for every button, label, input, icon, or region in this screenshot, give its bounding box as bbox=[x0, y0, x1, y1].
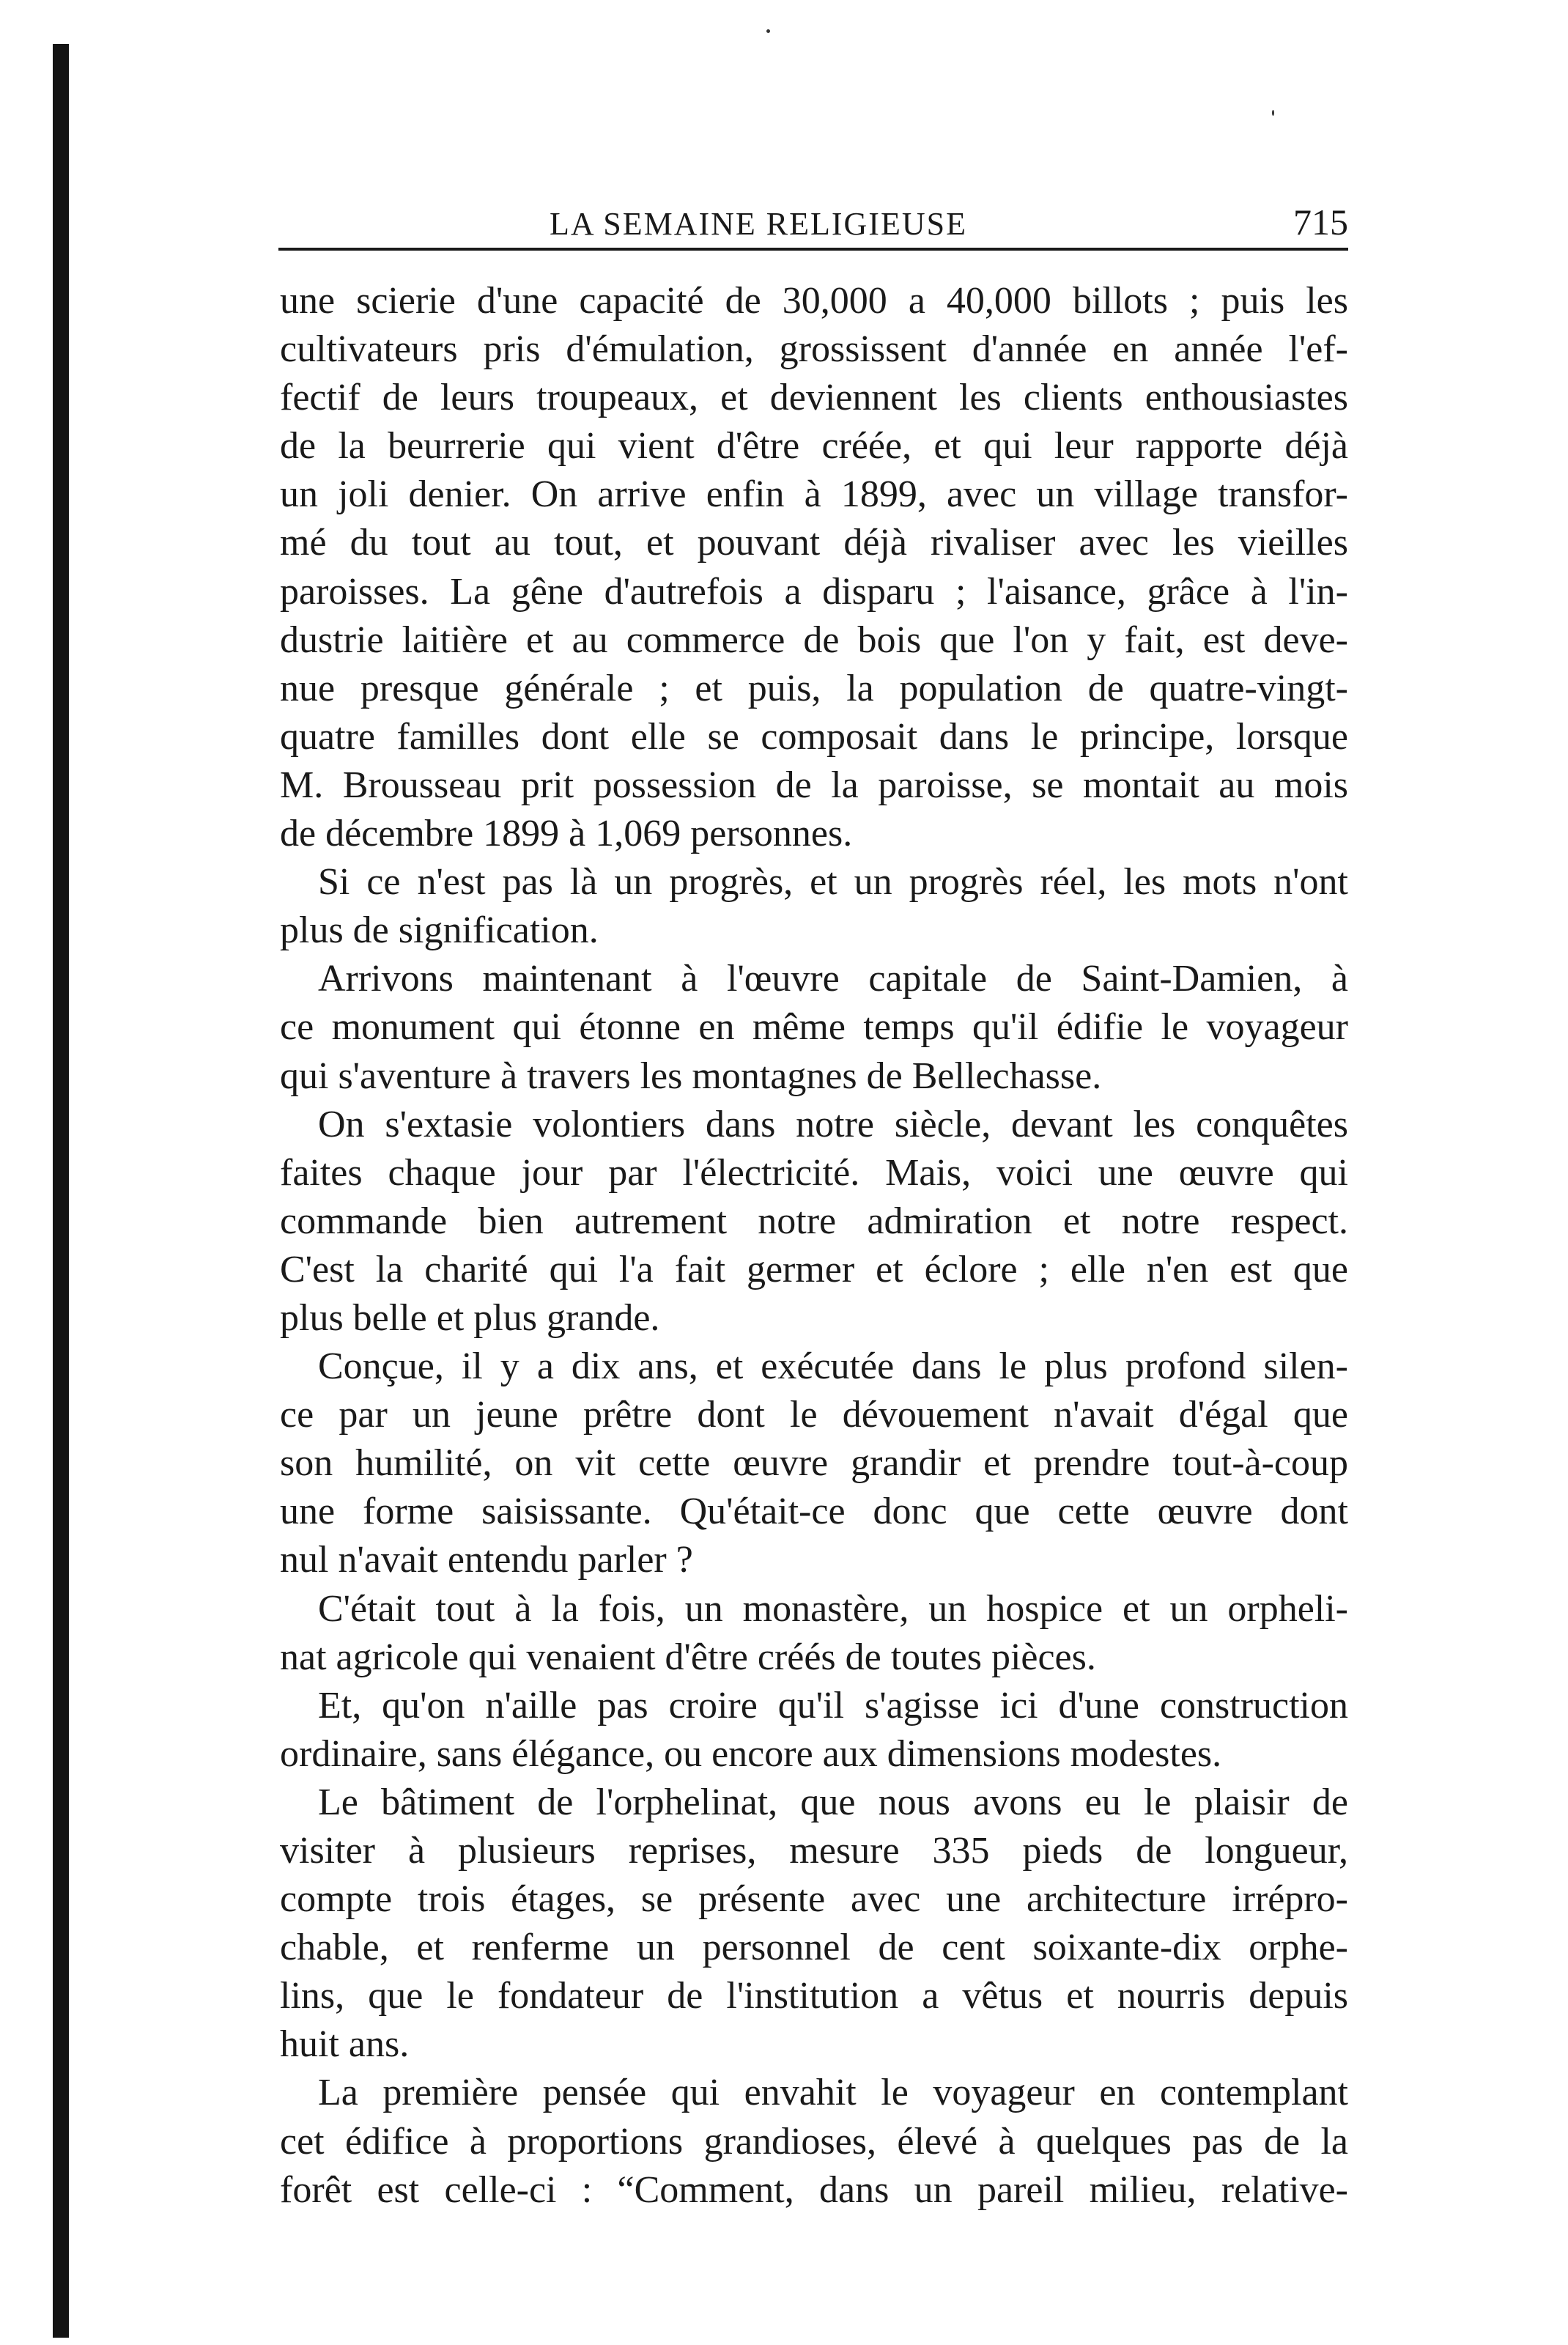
text-line: ordinaire, sans élégance, ou encore aux dimensions modestes. bbox=[280, 1732, 1222, 1775]
text-line: ce monument qui étonne en même temps qu'il édifie le voyageur bbox=[280, 1006, 1348, 1049]
text-line: Et, qu'on n'aille pas croire qu'il s'agisse ici d'une construction bbox=[318, 1684, 1348, 1727]
paragraph bbox=[280, 1682, 1348, 1779]
page-header bbox=[278, 196, 1348, 251]
text-line: C'était tout à la fois, un monastère, un hospice et un orpheli- bbox=[318, 1587, 1348, 1630]
paragraph bbox=[280, 1343, 1348, 1584]
text-line: cet édifice à proportions grandioses, élevé à quelques pas de la bbox=[280, 2120, 1348, 2163]
text-line: de la beurrerie qui vient d'être créée, et qui leur rapporte déjà bbox=[280, 425, 1348, 468]
text-line: chable, et renferme un personnel de cent soixante-dix orphe- bbox=[280, 1927, 1348, 1969]
ink-speck bbox=[1272, 110, 1274, 116]
running-title: LA SEMAINE RELIGIEUSE bbox=[550, 206, 967, 242]
paragraph bbox=[280, 955, 1348, 1100]
page-edge-binding bbox=[53, 44, 69, 2338]
text-line: une forme saisissante. Qu'était-ce donc que cette œuvre dont bbox=[280, 1491, 1348, 1533]
text-line: quatre familles dont elle se composait dans le principe, lorsque bbox=[280, 715, 1348, 758]
text-line: lins, que le fondateur de l'institution a vêtus et nourris depuis bbox=[280, 1975, 1348, 2017]
text-line: plus de signification. bbox=[280, 909, 599, 952]
text-line: mé du tout au tout, et pouvant déjà rivaliser avec les vieilles bbox=[280, 522, 1348, 564]
text-line: Le bâtiment de l'orphelinat, que nous avons eu le plaisir de bbox=[318, 1781, 1348, 1823]
text-line: M. Brousseau prit possession de la paroisse, se montait au mois bbox=[280, 764, 1348, 806]
text-line: nul n'avait entendu parler ? bbox=[280, 1539, 693, 1581]
paragraph bbox=[280, 1585, 1348, 1682]
text-line: plus belle et plus grande. bbox=[280, 1296, 660, 1339]
paragraph bbox=[280, 1779, 1348, 2069]
text-line: compte trois étages, se présente avec une architecture irrépro- bbox=[280, 1878, 1348, 1921]
text-line: cultivateurs pris d'émulation, grossissent d'année en année l'ef- bbox=[280, 328, 1348, 371]
text-line: La première pensée qui envahit le voyageur en contemplant bbox=[318, 2072, 1348, 2114]
text-line: un joli denier. On arrive enfin à 1899, avec un village transfor- bbox=[280, 473, 1348, 516]
body-text bbox=[280, 277, 1348, 2215]
text-line: C'est la charité qui l'a fait germer et éclore ; elle n'en est que bbox=[280, 1248, 1348, 1290]
text-line: Arrivons maintenant à l'œuvre capitale de Saint-Damien, à bbox=[318, 958, 1348, 1000]
text-line: son humilité, on vit cette œuvre grandir et prendre tout-à-coup bbox=[280, 1442, 1348, 1485]
text-line: fectif de leurs troupeaux, et deviennent les clients enthousiastes bbox=[280, 377, 1348, 419]
text-line: paroisses. La gêne d'autrefois a disparu ; l'aisance, grâce à l'in- bbox=[280, 570, 1348, 613]
text-line: Conçue, il y a dix ans, et exécutée dans le plus profond silen- bbox=[318, 1345, 1348, 1388]
text-line: Si ce n'est pas là un progrès, et un progrès réel, les mots n'ont bbox=[318, 861, 1348, 904]
text-line: dustrie laitière et au commerce de bois que l'on y fait, est deve- bbox=[280, 618, 1348, 661]
text-line: huit ans. bbox=[280, 2023, 410, 2066]
text-line: nat agricole qui venaient d'être créés de toutes pièces. bbox=[280, 1636, 1096, 1678]
text-line: visiter à plusieurs reprises, mesure 335 pieds de longueur, bbox=[280, 1830, 1348, 1872]
ink-speck bbox=[766, 29, 770, 33]
text-line: faites chaque jour par l'électricité. Mais, voici une œuvre qui bbox=[280, 1151, 1348, 1194]
text-line: commande bien autrement notre admiration et notre respect. bbox=[280, 1200, 1348, 1242]
text-line: qui s'aventure à travers les montagnes de Bellechasse. bbox=[280, 1055, 1102, 1097]
paragraph bbox=[280, 277, 1348, 858]
text-line: On s'extasie volontiers dans notre siècle, devant les conquêtes bbox=[318, 1103, 1348, 1145]
text-line: forêt est celle-ci : “Comment, dans un pareil milieu, relative- bbox=[280, 2168, 1348, 2211]
page-number: 715 bbox=[1293, 202, 1348, 243]
paragraph bbox=[280, 858, 1348, 955]
text-line: ce par un jeune prêtre dont le dévouement n'avait d'égal que bbox=[280, 1394, 1348, 1436]
paragraph bbox=[280, 2069, 1348, 2214]
text-line: nue presque générale ; et puis, la population de quatre-vingt- bbox=[280, 667, 1348, 709]
text-line: de décembre 1899 à 1,069 personnes. bbox=[280, 813, 853, 855]
paragraph bbox=[280, 1101, 1348, 1343]
text-line: une scierie d'une capacité de 30,000 a 40,000 billots ; puis les bbox=[280, 280, 1348, 322]
